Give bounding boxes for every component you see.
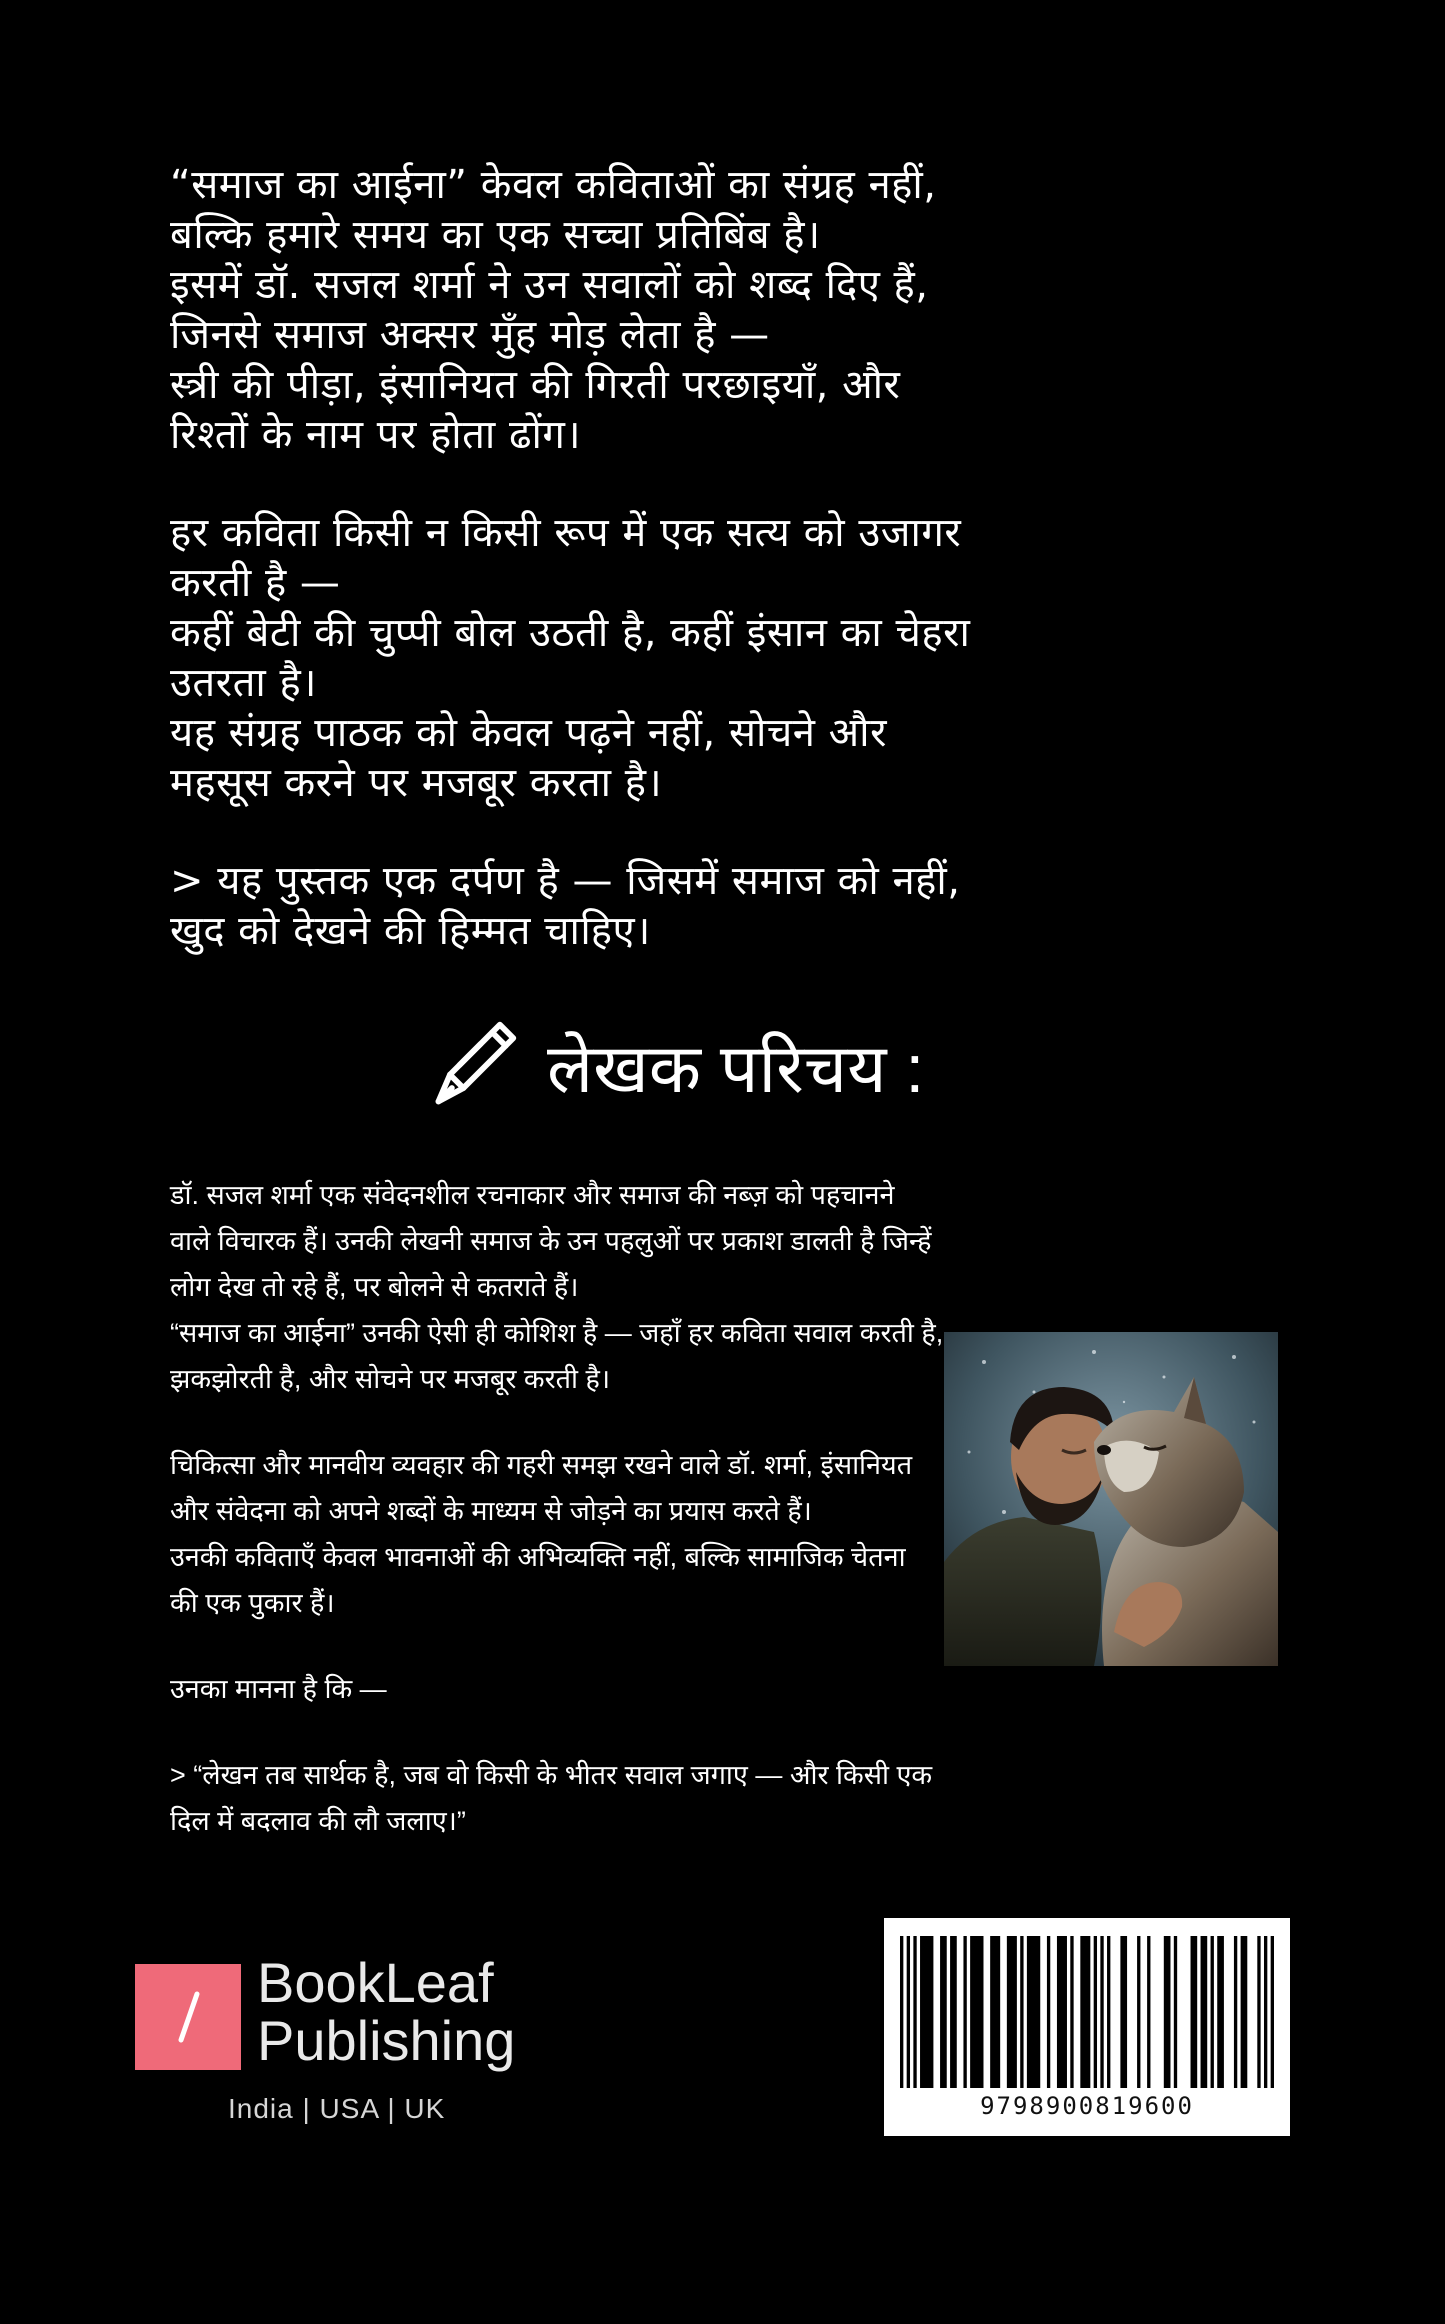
barcode-bar <box>963 1936 966 2088</box>
bio-line: वाले विचारक हैं। उनकी लेखनी समाज के उन पहलुओं पर प्रकाश डालती है जिन्हें <box>170 1226 932 1256</box>
bio-line: दिल में बदलाव की लौ जलाए।” <box>170 1806 466 1836</box>
barcode-bar <box>1107 1936 1110 2088</box>
barcode-bar <box>1191 1936 1198 2088</box>
pen-icon <box>425 1017 521 1113</box>
barcode-bar <box>1147 1936 1150 2088</box>
barcode-bar <box>950 1936 957 2088</box>
barcode-bar <box>1241 1936 1248 2088</box>
blurb-line: जिनसे समाज अक्सर मुँह मोड़ लेता है — <box>170 312 770 358</box>
barcode-bar <box>1264 1936 1267 2088</box>
blurb-line: महसूस करने पर मजबूर करता है। <box>170 760 663 806</box>
section-heading-text: लेखक परिचय : <box>547 1030 925 1107</box>
author-section-heading <box>425 1010 924 1120</box>
back-cover-blurb <box>170 160 1280 1004</box>
bio-line: डॉ. सजल शर्मा एक संवेदनशील रचनाकार और समाज की नब्ज़ को पहचानने <box>170 1180 895 1210</box>
barcode-bar <box>1164 1936 1171 2088</box>
blurb-line: > यह पुस्तक एक दर्पण है — जिसमें समाज को नहीं, <box>170 858 961 904</box>
bio-quote <box>170 1752 933 1844</box>
publisher-name <box>257 1951 516 2072</box>
barcode-bar <box>1257 1936 1260 2088</box>
barcode-bar <box>1234 1936 1237 2088</box>
bio-paragraph-3 <box>170 1666 870 1712</box>
bio-line: चिकित्सा और मानवीय व्यवहार की गहरी समझ रखने वाले डॉ. शर्मा, इंसानियत <box>170 1450 913 1480</box>
barcode-bar <box>1070 1936 1073 2088</box>
blurb-line: स्त्री की पीड़ा, इंसानियत की गिरती परछाइयाँ, और <box>170 362 901 408</box>
blurb-line: “समाज का आईना” केवल कविताओं का संग्रह नहीं, <box>170 162 937 208</box>
barcode-bar <box>1271 1936 1274 2088</box>
bio-paragraph-1 <box>170 1172 944 1402</box>
barcode-bar <box>1007 1936 1017 2088</box>
isbn-number: 9798900819600 <box>980 2092 1194 2120</box>
bio-line: उनकी कविताएँ केवल भावनाओं की अभिव्यक्ति नहीं, बल्कि सामाजिक चेतना <box>170 1542 906 1572</box>
blurb-line: कहीं बेटी की चुप्पी बोल उठती है, कहीं इंसान का चेहरा <box>170 610 971 656</box>
blurb-line: इसमें डॉ. सजल शर्मा ने उन सवालों को शब्द दिए हैं, <box>170 262 929 308</box>
publisher-mark-icon <box>135 1964 241 2070</box>
author-photo <box>944 1332 1278 1666</box>
barcode-bar <box>1027 1936 1040 2088</box>
barcode-bar <box>1201 1936 1208 2088</box>
bio-line: > “लेखन तब सार्थक है, जब वो किसी के भीतर सवाल जगाए — और किसी एक <box>170 1760 933 1790</box>
bio-line: लोग देख तो रहे हैं, पर बोलने से कतराते हैं। <box>170 1272 579 1302</box>
blurb-paragraph-1 <box>170 160 1280 460</box>
barcode-bar <box>1047 1936 1050 2088</box>
blurb-line: यह संग्रह पाठक को केवल पढ़ने नहीं, सोचने और <box>170 710 887 756</box>
blurb-line: हर कविता किसी न किसी रूप में एक सत्य को उजागर <box>170 510 962 556</box>
blurb-line: खुद को देखने की हिम्मत चाहिए। <box>170 908 651 954</box>
barcode-bar <box>1137 1936 1140 2088</box>
barcode-bar <box>1094 1936 1097 2088</box>
bio-paragraph-2 <box>170 1442 913 1626</box>
blurb-line: उतरता है। <box>170 660 317 706</box>
barcode-bar <box>970 1936 983 2088</box>
barcode-bar <box>907 1936 910 2088</box>
bio-line: झकझोरती है, और सोचने पर मजबूर करती है। <box>170 1364 611 1394</box>
barcode-bar <box>913 1936 916 2088</box>
barcode-bar <box>1057 1936 1067 2088</box>
barcode-bar <box>940 1936 947 2088</box>
isbn-barcode <box>884 1918 1290 2136</box>
barcode-bar <box>1174 1936 1177 2088</box>
bio-line: की एक पुकार हैं। <box>170 1588 335 1618</box>
barcode-bar <box>900 1936 903 2088</box>
publisher-regions: India | USA | UK <box>228 2093 446 2124</box>
barcode-bar <box>920 1936 933 2088</box>
blurb-line: रिश्तों के नाम पर होता ढोंग। <box>170 412 582 458</box>
barcode-bars <box>884 1918 1290 2092</box>
barcode-bar <box>1120 1936 1127 2088</box>
barcode-bar <box>1020 1936 1023 2088</box>
barcode-bar <box>1080 1936 1090 2088</box>
publisher-name-line1: BookLeaf <box>257 1951 494 2014</box>
blurb-line: करती है — <box>170 560 341 606</box>
bio-line: उनका मानना है कि — <box>170 1674 387 1704</box>
blurb-quote <box>170 856 1280 956</box>
publisher-name-line2: Publishing <box>257 2009 516 2072</box>
author-bio <box>170 1172 944 1884</box>
barcode-bar <box>1217 1936 1224 2088</box>
blurb-line: बल्कि हमारे समय का एक सच्चा प्रतिबिंब है। <box>170 212 821 258</box>
blurb-paragraph-2 <box>170 508 1280 808</box>
author-photo-illustration <box>944 1332 1278 1666</box>
barcode-bar <box>1211 1936 1214 2088</box>
bio-line: और संवेदना को अपने शब्दों के माध्यम से जोड़ने का प्रयास करते हैं। <box>170 1496 812 1526</box>
barcode-bar <box>990 1936 1000 2088</box>
barcode-bar <box>1100 1936 1103 2088</box>
bio-line: “समाज का आईना” उनकी ऐसी ही कोशिश है — जहाँ हर कविता सवाल करती है, <box>170 1318 944 1348</box>
